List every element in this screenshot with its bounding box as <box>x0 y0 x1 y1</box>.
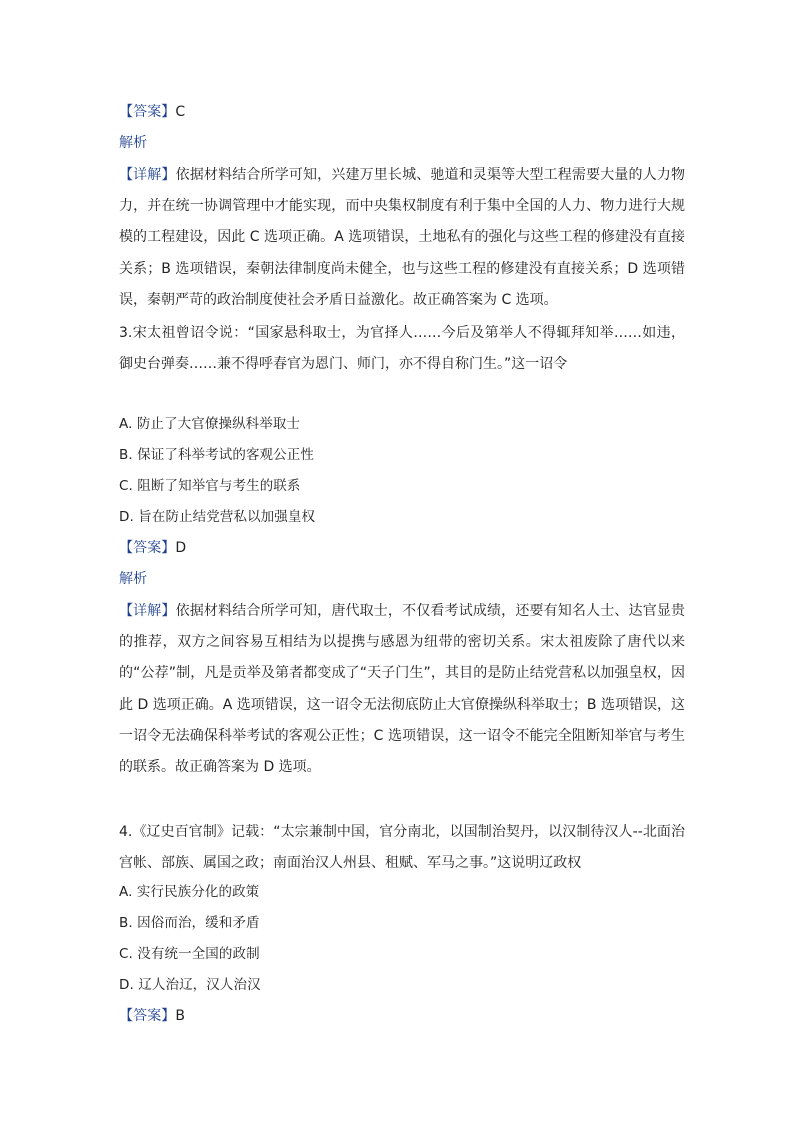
detail-tag: 【详解】 <box>119 603 176 619</box>
q3-answer-line <box>119 538 681 558</box>
q3-detail-paragraph <box>119 596 685 783</box>
detail-text: 依据材料结合所学可知，兴建万里长城、驰道和灵渠等大型工程需要大量的人力物力，并在统一协调管理中才能实现，而中央集权制度有利于集中全国的人力、物力进行大规模的工程建设，因此 C 选项正确。A 选项错误，土地私有的强化与这些工程的修建没有直接关系；B 选项错误，秦朝法律制度尚未健全，也与这些工程的修建没有直接关系；D 选项错误，秦朝严苛的政治制度使社会矛盾日益激化。故正确答案为 C 选项。 <box>119 167 686 308</box>
q3-analysis-label <box>119 569 681 589</box>
q4-option-c: C. 没有统一全国的政制 <box>119 946 260 962</box>
detail-tag: 【详解】 <box>119 167 176 183</box>
question-stem: 4.《辽史百官制》记载：“太宗兼制中国，官分南北，以国制治契丹，以汉制待汉人--北面治宫帐、部族、属国之政；南面治汉人州县、租赋、军马之事。”这说明辽政权 <box>119 824 685 872</box>
q2-detail-paragraph <box>119 160 685 316</box>
answer-value: D <box>175 540 187 556</box>
answer-value: B <box>175 1008 186 1024</box>
q2-analysis-label <box>119 133 681 153</box>
answer-tag: 【答案】 <box>119 540 176 556</box>
q4-stem <box>119 817 685 879</box>
answer-tag: 【答案】 <box>119 104 176 120</box>
q3-option-b: B. 保证了科举考试的客观公正性 <box>119 447 314 463</box>
q2-answer-line <box>119 102 681 122</box>
q3-option-a: A. 防止了大官僚操纵科举取士 <box>119 416 301 432</box>
q4-option-b: B. 因俗而治，缓和矛盾 <box>119 915 260 931</box>
analysis-label: 解析 <box>119 571 148 587</box>
analysis-label: 解析 <box>119 135 148 151</box>
question-stem: 3.宋太祖曾诏令说：“国家悬科取士，为官择人……今后及第举人不得辄拜知举……如违，御史台弹奏……兼不得呼春官为恩门、师门，亦不得自称门生。”这一诏令 <box>119 325 685 373</box>
answer-value: C <box>175 104 186 120</box>
q4-option-d: D. 辽人治辽，汉人治汉 <box>119 977 261 993</box>
q3-stem <box>119 318 685 380</box>
q4-option-a: A. 实行民族分化的政策 <box>119 884 260 900</box>
detail-text: 依据材料结合所学可知，唐代取士，不仅看考试成绩，还要有知名人士、达官显贵的推荐，双方之间容易互相结为以提携与感恩为纽带的密切关系。宋太祖废除了唐代以来的“公荐”制，凡是贡举及第者都变成了“天子门生”，其目的是防止结党营私以加强皇权，因此 D 选项正确。A 选项错误，这一诏令无法彻底防止大官僚操纵科举取士；B 选项错误，这一诏令无法确保科举考试的客观公正性；C 选项错误，这一诏令不能完全阻断知举官与考生的联系。故正确答案为 D 选项。 <box>119 603 686 776</box>
answer-tag: 【答案】 <box>119 1008 176 1024</box>
q4-answer-line <box>119 1006 681 1026</box>
q3-option-c: C. 阻断了知举官与考生的联系 <box>119 478 301 494</box>
q3-option-d: D. 旨在防止结党营私以加强皇权 <box>119 509 316 525</box>
